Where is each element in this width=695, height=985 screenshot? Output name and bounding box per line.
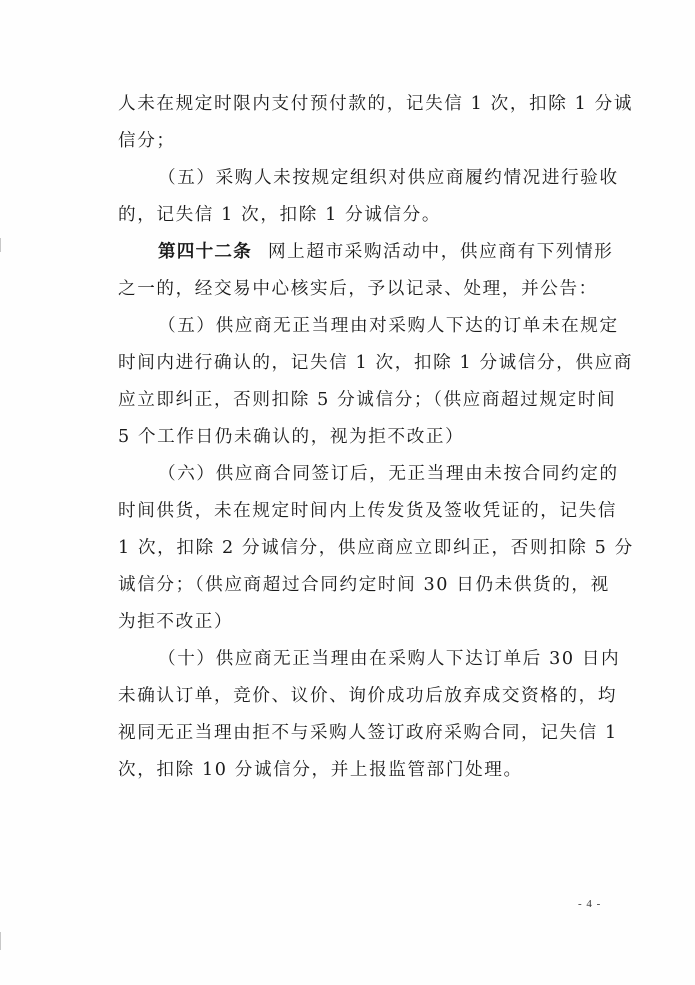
article-number: 第四十二条 bbox=[158, 242, 252, 262]
text-line: 次，扣除 10 分诚信分，并上报监管部门处理。 bbox=[118, 760, 523, 780]
text-line: 诚信分；（供应商超过合同约定时间 30 日仍未供货的，视 bbox=[118, 575, 610, 595]
text-line: （五）供应商无正当理由对采购人下达的订单未在规定 bbox=[158, 316, 619, 336]
text-line: 5 个工作日仍未确认的，视为拒不改正） bbox=[118, 427, 465, 447]
article-paragraph bbox=[118, 234, 614, 308]
text-line: 视同无正当理由拒不与采购人签订政府采购合同，记失信 1 bbox=[118, 723, 618, 743]
text-line bbox=[118, 234, 614, 271]
document-body bbox=[118, 86, 634, 789]
text-line: （十）供应商无正当理由在采购人下达订单后 30 日内 bbox=[158, 649, 621, 669]
text-line: （六）供应商合同签订后，无正当理由未按合同约定的 bbox=[158, 464, 619, 484]
scan-edge-mark bbox=[0, 932, 1, 950]
text-line: 人未在规定时限内支付预付款的，记失信 1 次，扣除 1 分诚 bbox=[118, 94, 634, 114]
text-line: 1 次，扣除 2 分诚信分，供应商应立即纠正，否则扣除 5 分 bbox=[118, 538, 634, 558]
paragraph bbox=[118, 160, 619, 234]
text-line: 为拒不改正） bbox=[118, 612, 234, 632]
paragraph bbox=[118, 456, 634, 641]
text-line: 的，记失信 1 次，扣除 1 分诚信分。 bbox=[118, 205, 442, 225]
text-line: 之一的，经交易中心核实后，予以记录、处理，并公告： bbox=[118, 279, 598, 299]
paragraph bbox=[118, 641, 621, 789]
paragraph bbox=[118, 308, 634, 456]
scan-edge-mark bbox=[0, 238, 1, 252]
text-line: 时间内进行确认的，记失信 1 次，扣除 1 分诚信分，供应商 bbox=[118, 353, 634, 373]
text-line: 未确认订单，竞价、议价、询价成功后放弃成交资格的，均 bbox=[118, 686, 618, 706]
text-line: 时间供货，未在规定时间内上传发货及签收凭证的，记失信 bbox=[118, 501, 618, 521]
text-line: 信分； bbox=[118, 131, 176, 151]
paragraph bbox=[118, 86, 634, 160]
article-text: 网上超市采购活动中，供应商有下列情形 bbox=[267, 242, 614, 262]
text-line: 应立即纠正，否则扣除 5 分诚信分；（供应商超过规定时间 bbox=[118, 390, 617, 410]
text-line: （五）采购人未按规定组织对供应商履约情况进行验收 bbox=[158, 168, 619, 188]
page-number: - 4 - bbox=[578, 898, 602, 910]
